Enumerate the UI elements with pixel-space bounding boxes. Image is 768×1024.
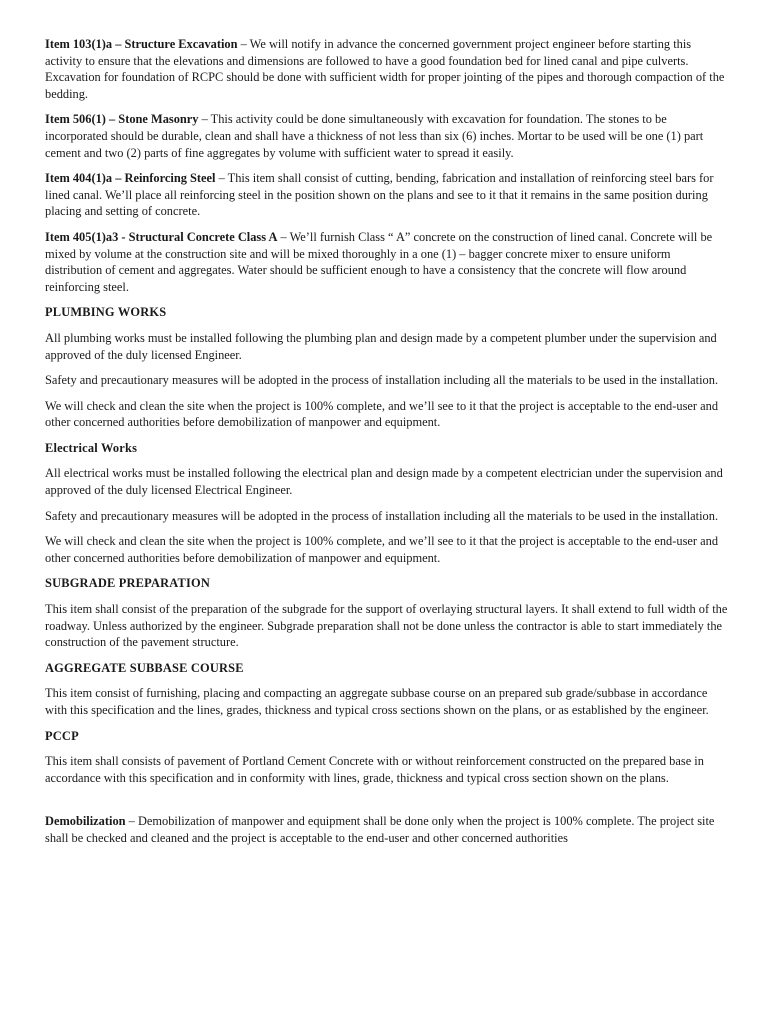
electrical-paragraph-3: We will check and clean the site when the project is 100% complete, and we’ll see to it that the project is acceptable to the end-user and other concerned authorities before demobilization of manpower and equipment. [45, 534, 719, 565]
section-spacer [45, 795, 728, 813]
item-405-title: Structural Concrete Class A [128, 229, 278, 244]
electrical-paragraph-1: All electrical works must be installed following the electrical plan and design made by a competent electrician under the supervision and approved of the duly licensed Electrical Engineer. [45, 466, 723, 498]
demobilization-title: Demobilization [45, 814, 126, 829]
subgrade-heading: SUBGRADE PREPARATION [45, 576, 210, 591]
item-405-dash: – [277, 229, 290, 244]
item-103-code: Item 103(1)a [45, 37, 113, 51]
plumbing-paragraph-2: Safety and precautionary measures will be adopted in the process of installation including all the materials to be used in the installation. [45, 373, 719, 388]
item-404-dash: – [215, 171, 228, 186]
item-103-text: We will notify in advance the concerned government project engineer before starting this activity to ensure that the elevations and dimensions are followed to have a good foundation bed for lined canal and pipe culverts. Excavation for foundation of RCPC should be done with sufficient width for proper jointing of the pipes and thorough compaction of the bedding. [45, 37, 725, 101]
item-405-separator: - [118, 229, 129, 244]
electrical-paragraph-2: Safety and precautionary measures will be adopted in the process of installation including all the materials to be used in the installation. [45, 508, 719, 523]
item-506-title: Stone Masonry [118, 112, 199, 127]
item-506-dash: – [198, 112, 211, 127]
electrical-heading: Electrical Works [45, 440, 138, 455]
item-103-paragraph [45, 36, 728, 102]
plumbing-heading: PLUMBING WORKS [45, 305, 167, 320]
item-404-separator: – [112, 171, 125, 186]
item-506-text: This activity could be done simultaneously with excavation for foundation. The stones to be incorporated should be durable, clean and shall have a thickness of not less than six (6) inches. Mortar to be used will be one (1) part cement and two (2) parts of fine aggregates by volume with sufficient water to spread it easily. [45, 112, 704, 160]
item-404-paragraph [45, 170, 728, 220]
subgrade-paragraph: This item shall consist of the preparation of the subgrade for the support of overlaying structural layers. It shall extend to full width of the roadway. Unless authorized by the engineer. Subgrade preparation shall not be done unless the contractor is able to start immediately the construction of the pavement structure. [45, 602, 728, 650]
item-506-separator: – [105, 112, 119, 127]
item-404-text: This item shall consist of cutting, bending, fabrication and installation of reinforcing steel bars for lined canal. We’ll place all reinforcing steel in the position shown on the plans and see to it that it remains in the same position during placing and setting of concrete. [45, 171, 714, 219]
item-506-paragraph [45, 111, 728, 161]
item-405-paragraph [45, 229, 728, 295]
item-103-title: Structure Excavation [124, 37, 238, 51]
item-506-code: Item 506(1) [45, 112, 106, 127]
plumbing-paragraph-3: We will check and clean the site when the project is 100% complete, and we’ll see to it that the project is acceptable to the end-user and other concerned authorities before demobilization of manpower and equipment. [45, 398, 719, 430]
subbase-paragraph: This item consist of furnishing, placing and compacting an aggregate subbase course on an prepared sub grade/subbase in accordance with this specification and the lines, grades, thickness and typical cross sections shown on the plans, or as established by the engineer. [45, 686, 709, 717]
subbase-heading: AGGREGATE SUBBASE COURSE [45, 660, 244, 675]
item-103-dash: – [237, 37, 250, 51]
item-404-title: Reinforcing Steel [124, 171, 216, 186]
pccp-paragraph: This item shall consists of pavement of Portland Cement Concrete with or without reinforcement constructed on the prepared base in accordance with this specification and in conformity with lines, grade, thickness and typical cross section shown on the plans. [45, 754, 704, 785]
item-405-code: Item 405(1)a3 [45, 229, 119, 244]
plumbing-paragraph-1: All plumbing works must be installed following the plumbing plan and design made by a competent plumber under the supervision and approved of the duly licensed Engineer. [45, 330, 717, 362]
item-404-code: Item 404(1)a [45, 171, 113, 186]
demobilization-dash: – [125, 814, 138, 829]
item-405-text: We’ll furnish Class “ A” concrete on the construction of lined canal. Concrete will be mixed by volume at the construction site and will be mixed thoroughly in a one (1) – bagger concrete mixer to ensure uniform distribution of cement and aggregates. Water should be sufficient enough to have a consistency that the concrete will flow around reinforcing steel. [45, 229, 713, 294]
item-103-separator: – [112, 37, 125, 51]
demobilization-paragraph [45, 813, 728, 846]
demobilization-text: Demobilization of manpower and equipment shall be done only when the project is 100% complete. The project site shall be checked and cleaned and the project is acceptable to the end-user and other concerned authorities [45, 814, 715, 845]
pccp-heading: PCCP [45, 728, 79, 743]
